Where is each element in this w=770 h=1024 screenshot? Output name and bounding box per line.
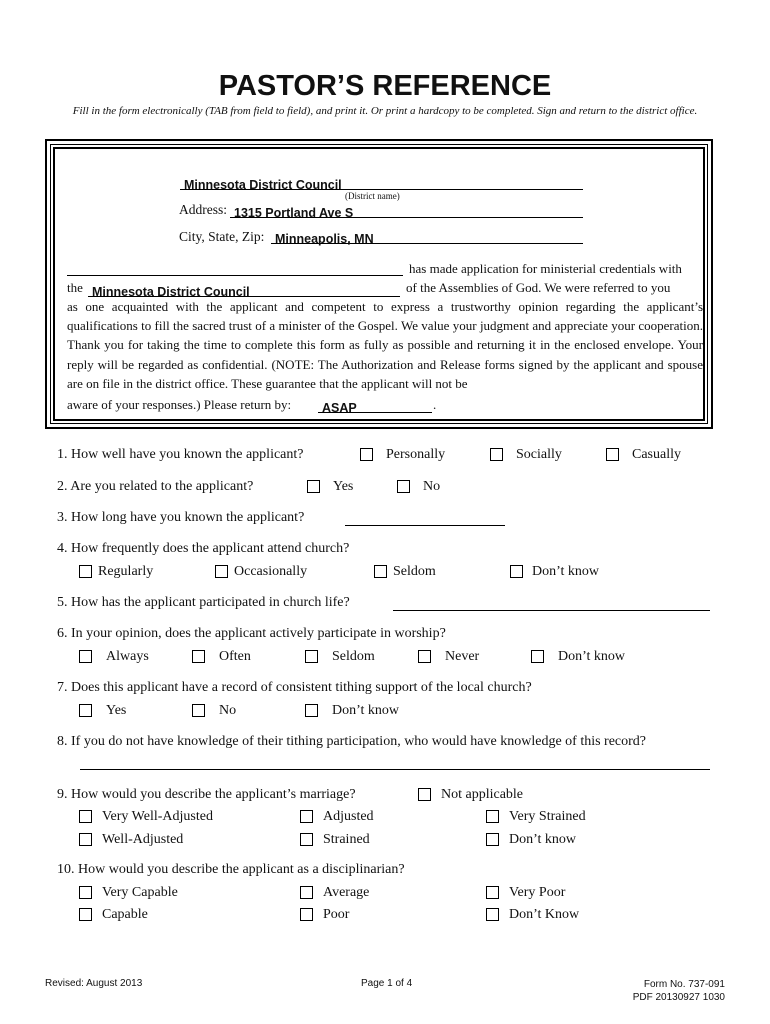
church-life-field[interactable] xyxy=(393,609,710,611)
checkbox-dont-know-worship[interactable] xyxy=(531,650,544,663)
option-dont-know-disciplinarian: Don’t Know xyxy=(509,907,580,922)
option-adjusted: Adjusted xyxy=(323,809,374,824)
tithing-knowledge-field[interactable] xyxy=(80,768,710,770)
option-seldom-worship: Seldom xyxy=(332,649,375,664)
option-regularly: Regularly xyxy=(98,564,154,579)
option-related-yes: Yes xyxy=(333,479,354,494)
return-by-text: aware of your responses.) Please return by: xyxy=(67,397,292,412)
option-very-capable: Very Capable xyxy=(102,885,178,900)
option-often: Often xyxy=(219,649,251,664)
option-occasionally: Occasionally xyxy=(234,564,308,579)
question-7: 7. Does this applicant have a record of consistent tithing support of the local church? xyxy=(57,680,532,695)
option-very-poor: Very Poor xyxy=(509,885,566,900)
checkbox-casually[interactable] xyxy=(606,448,619,461)
instructions: Fill in the form electronically (TAB from field to field), and print it. Or print a hardcopy to be completed. Sign and return to the district office. xyxy=(72,105,698,117)
checkbox-related-yes[interactable] xyxy=(307,480,320,493)
council-field[interactable]: Minnesota District Council xyxy=(88,279,400,297)
checkbox-average[interactable] xyxy=(300,886,313,899)
the-label: the xyxy=(67,280,83,295)
checkbox-very-well-adjusted[interactable] xyxy=(79,810,92,823)
checkbox-poor[interactable] xyxy=(300,908,313,921)
return-by-field[interactable]: ASAP xyxy=(318,395,432,413)
checkbox-tithing-dont-know[interactable] xyxy=(305,704,318,717)
checkbox-dont-know-disciplinarian[interactable] xyxy=(486,908,499,921)
applied-text: has made application for ministerial credentials with xyxy=(409,261,682,276)
checkbox-regularly[interactable] xyxy=(79,565,92,578)
address-field[interactable]: 1315 Portland Ave S xyxy=(230,200,583,218)
checkbox-adjusted[interactable] xyxy=(300,810,313,823)
checkbox-well-adjusted[interactable] xyxy=(79,833,92,846)
checkbox-very-capable[interactable] xyxy=(79,886,92,899)
checkbox-very-poor[interactable] xyxy=(486,886,499,899)
checkbox-not-applicable[interactable] xyxy=(418,788,431,801)
checkbox-related-no[interactable] xyxy=(397,480,410,493)
checkbox-socially[interactable] xyxy=(490,448,503,461)
option-poor: Poor xyxy=(323,907,350,922)
option-average: Average xyxy=(323,885,370,900)
option-tithing-no: No xyxy=(219,703,237,718)
checkbox-dont-know-marriage[interactable] xyxy=(486,833,499,846)
revised-date: Revised: August 2013 xyxy=(45,978,143,989)
option-dont-know-attend: Don’t know xyxy=(532,564,600,579)
checkbox-seldom-attend[interactable] xyxy=(374,565,387,578)
checkbox-dont-know-attend[interactable] xyxy=(510,565,523,578)
question-2: 2. Are you related to the applicant? xyxy=(57,479,254,494)
question-3: 3. How long have you known the applicant? xyxy=(57,510,305,525)
option-dont-know-marriage: Don’t know xyxy=(509,832,577,847)
option-never: Never xyxy=(445,649,480,664)
district-name-field[interactable]: Minnesota District Council xyxy=(180,172,583,190)
question-8: 8. If you do not have knowledge of their tithing participation, who would have knowledge of this record? xyxy=(57,734,647,749)
pdf-id: PDF 20130927 1030 xyxy=(632,992,725,1003)
after-the-text: of the Assemblies of God. We were referred to you xyxy=(406,280,671,295)
intro-paragraph: as one acquainted with the applicant and competent to express a trustworthy opinion regarding the applicant’s qualifications to fill the sacred trust of a minister of the Gospel. We value your judgment and appreciate your cooperation. Thank you for taking the time to complete this form as fully as possible and returning it in the enclosed envelope. Your reply will be regarded as confidential. (NOTE: The Authorization and Release forms signed by the applicant and spouse are on file in the district office. These guarantee that the applicant will not be xyxy=(67,299,703,391)
page-title: PASTOR’S REFERENCE xyxy=(218,70,552,102)
checkbox-personally[interactable] xyxy=(360,448,373,461)
question-9: 9. How would you describe the applicant’s marriage? xyxy=(57,787,356,802)
address-label: Address: xyxy=(179,202,227,217)
checkbox-strained[interactable] xyxy=(300,833,313,846)
option-tithing-yes: Yes xyxy=(106,703,127,718)
checkbox-often[interactable] xyxy=(192,650,205,663)
option-tithing-dont-know: Don’t know xyxy=(332,703,400,718)
page-number: Page 1 of 4 xyxy=(361,978,413,989)
option-very-well-adjusted: Very Well-Adjusted xyxy=(102,809,213,824)
option-very-strained: Very Strained xyxy=(509,809,586,824)
checkbox-capable[interactable] xyxy=(79,908,92,921)
how-long-field[interactable] xyxy=(345,524,505,526)
question-1: 1. How well have you known the applicant? xyxy=(57,447,304,462)
option-strained: Strained xyxy=(323,832,370,847)
applicant-name-field[interactable] xyxy=(67,274,403,276)
district-name-caption: (District name) xyxy=(345,191,400,201)
option-casually: Casually xyxy=(632,447,681,462)
question-6: 6. In your opinion, does the applicant actively participate in worship? xyxy=(57,626,446,641)
checkbox-tithing-no[interactable] xyxy=(192,704,205,717)
checkbox-very-strained[interactable] xyxy=(486,810,499,823)
option-well-adjusted: Well-Adjusted xyxy=(102,832,184,847)
option-not-applicable: Not applicable xyxy=(441,787,524,802)
checkbox-seldom-worship[interactable] xyxy=(305,650,318,663)
option-dont-know-worship: Don’t know xyxy=(558,649,626,664)
city-label: City, State, Zip: xyxy=(179,229,265,244)
checkbox-always[interactable] xyxy=(79,650,92,663)
form-number: Form No. 737-091 xyxy=(643,979,725,990)
option-capable: Capable xyxy=(102,907,148,922)
question-4: 4. How frequently does the applicant attend church? xyxy=(57,541,350,556)
option-socially: Socially xyxy=(516,447,562,462)
option-related-no: No xyxy=(423,479,441,494)
checkbox-never[interactable] xyxy=(418,650,431,663)
city-state-zip-field[interactable]: Minneapolis, MN xyxy=(271,226,583,244)
checkbox-tithing-yes[interactable] xyxy=(79,704,92,717)
option-always: Always xyxy=(106,649,149,664)
checkbox-occasionally[interactable] xyxy=(215,565,228,578)
option-seldom-attend: Seldom xyxy=(393,564,436,579)
question-10: 10. How would you describe the applicant as a disciplinarian? xyxy=(57,862,405,877)
period: . xyxy=(433,397,437,412)
question-5: 5. How has the applicant participated in church life? xyxy=(57,595,350,610)
option-personally: Personally xyxy=(386,447,446,462)
